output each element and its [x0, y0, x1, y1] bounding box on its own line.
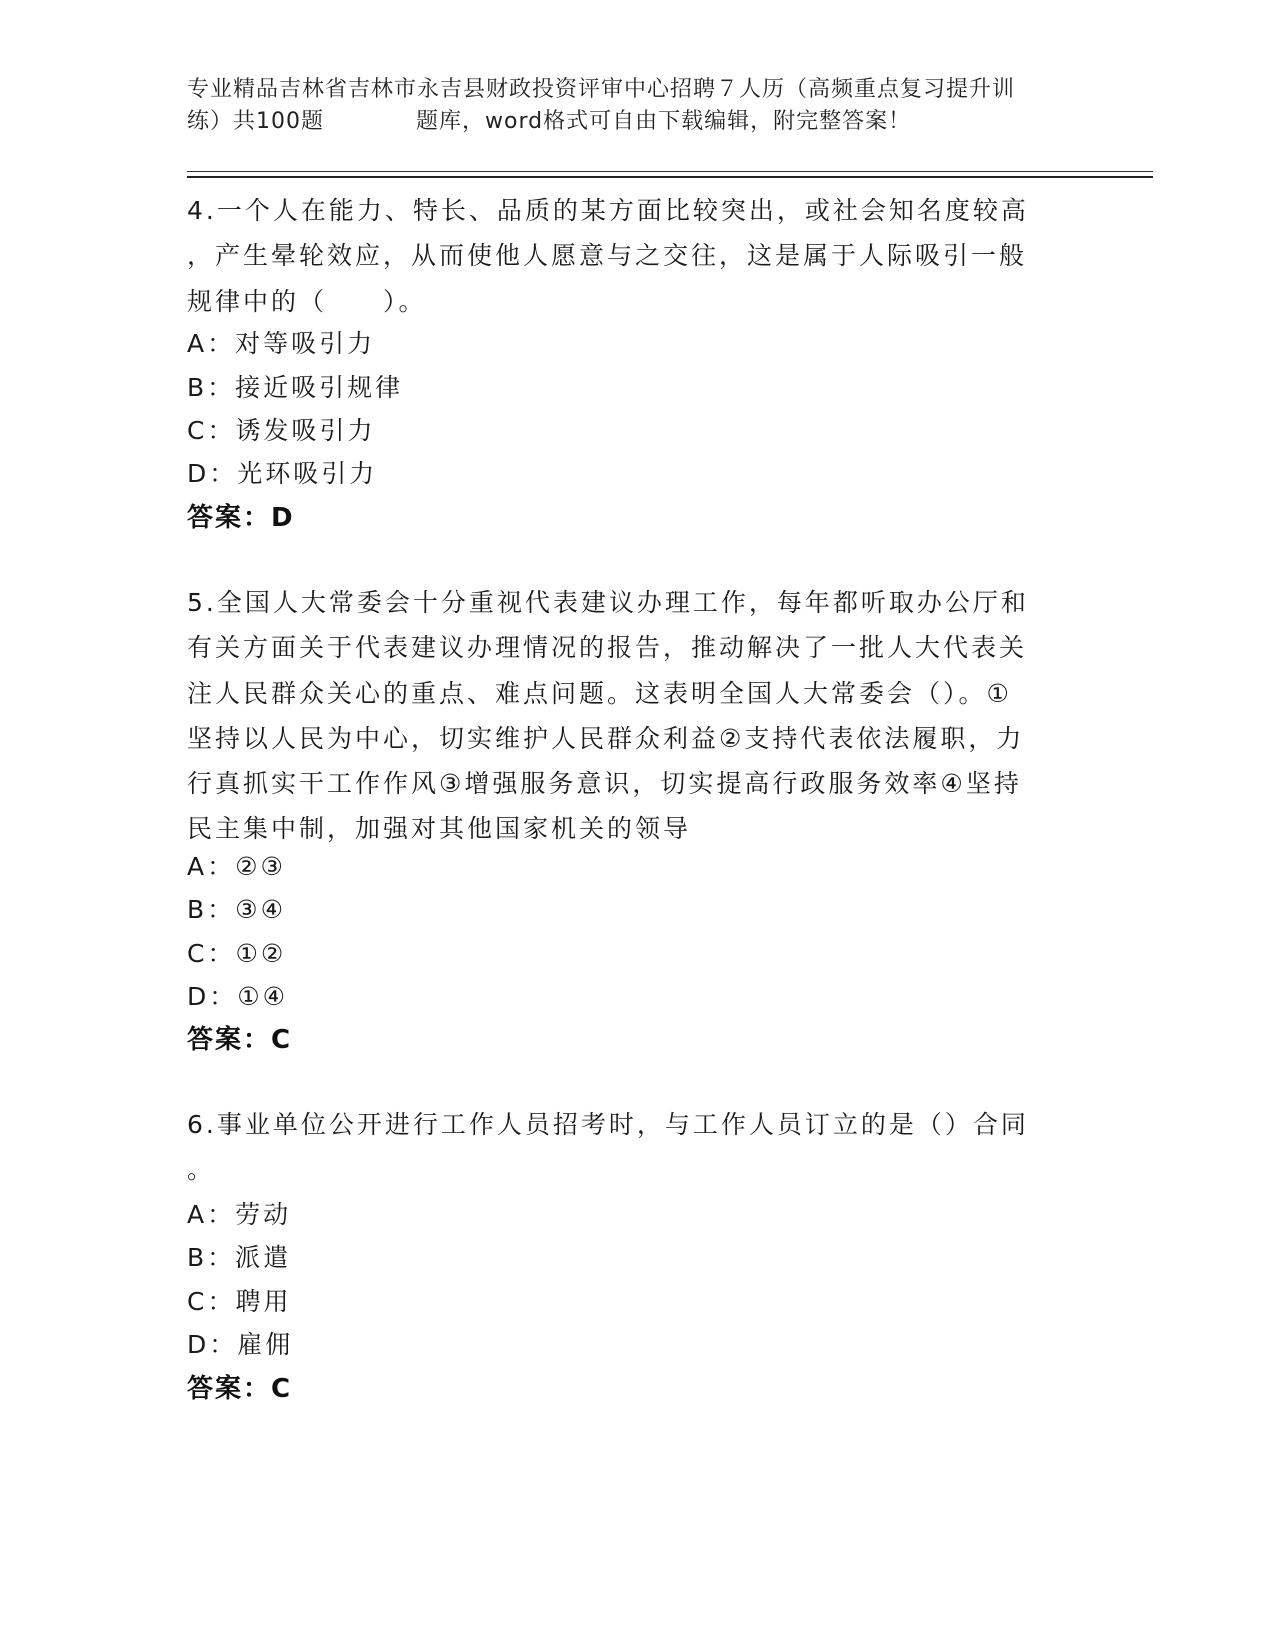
question-5-option-d: D：①④ [187, 982, 289, 1011]
question-6-answer: 答案：C [187, 1374, 293, 1404]
question-4-answer: 答案：D [187, 503, 295, 533]
question-5-option-c: C：①② [187, 939, 287, 968]
question-line: 注人民群众关心的重点、难点问题。这表明全国人大常委会（）。① [187, 678, 1012, 708]
question-line: 4.一个人在能力、特长、品质的某方面比较突出，或社会知名度较高 [187, 196, 1029, 225]
question-6-option-d: D：雇佣 [187, 1330, 294, 1359]
question-line: 。 [187, 1155, 216, 1185]
question-line: 5.全国人大常委会十分重视代表建议办理工作，每年都听取办公厅和 [187, 588, 1029, 617]
header-rule-thick [187, 176, 1153, 178]
document-header [187, 74, 1087, 138]
question-5-text [187, 580, 1067, 852]
header-rule-thin [187, 171, 1153, 172]
question-5-option-b: B：③④ [187, 895, 286, 924]
question-line: ，产生晕轮效应，从而使他人愿意与之交往，这是属于人际吸引一般 [187, 241, 1028, 271]
question-line: 坚持以人民为中心，切实维护人民群众利益②支持代表依法履职，力 [187, 723, 1025, 753]
question-line: 6.事业单位公开进行工作人员招考时，与工作人员订立的是（）合同 [187, 1110, 1029, 1139]
question-4-text [187, 188, 1067, 324]
question-5-answer: 答案：C [187, 1025, 293, 1055]
header-line-1: 专业精品吉林省吉林市永吉县财政投资评审中心招聘７人历（高频重点复习提升训 [187, 77, 1016, 102]
question-4-option-d: D：光环吸引力 [187, 459, 378, 488]
question-6-option-a: A：劳动 [187, 1200, 292, 1229]
question-4-option-a: A：对等吸引力 [187, 329, 376, 358]
question-line: 行真抓实干工作作风③增强服务意识，切实提高行政服务效率④坚持 [187, 769, 1022, 799]
question-4-option-c: C：诱发吸引力 [187, 416, 376, 445]
header-line-2: 练）共100题 题库，word格式可自由下载编辑，附完整答案！ [187, 109, 912, 134]
question-4-option-b: B：接近吸引规律 [187, 373, 404, 402]
question-5-option-a: A：②③ [187, 852, 286, 881]
question-line: 民主集中制，加强对其他国家机关的领导 [187, 814, 692, 844]
question-6-text [187, 1102, 1067, 1193]
question-6-option-b: B：派遣 [187, 1243, 292, 1272]
question-6-option-c: C：聘用 [187, 1287, 292, 1316]
question-line: 有关方面关于代表建议办理情况的报告，推动解决了一批人大代表关 [187, 633, 1028, 663]
question-line: 规律中的（ ）。 [187, 286, 427, 316]
